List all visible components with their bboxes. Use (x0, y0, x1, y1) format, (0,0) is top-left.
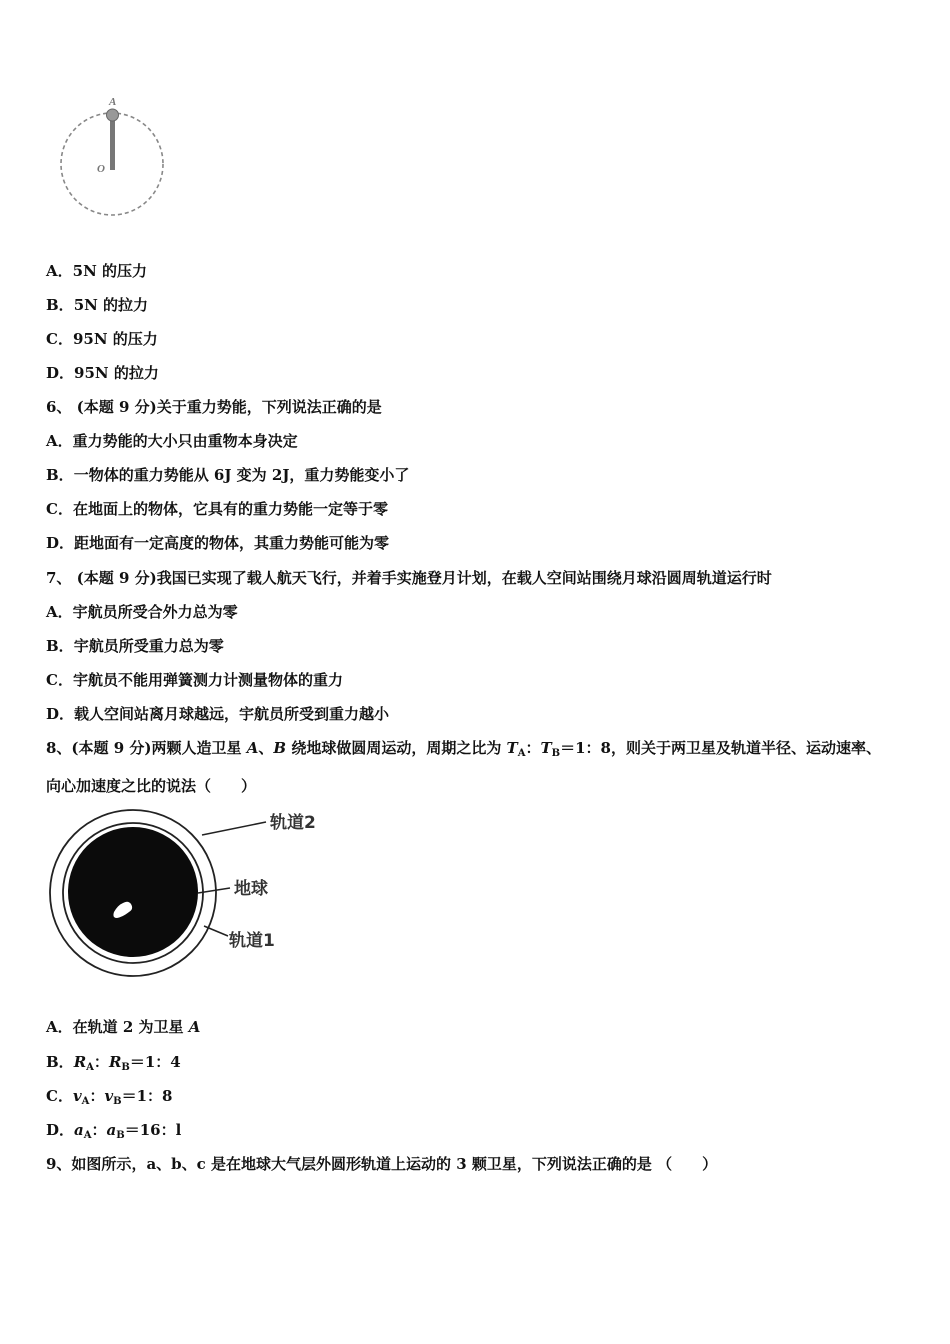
ratio: ＝1：8 (121, 1087, 173, 1105)
stem-text: 绕地球做圆周运动，周期之比为 (286, 739, 507, 757)
q5-option-b (46, 295, 148, 315)
option-text: 5N 的压力 (72, 262, 148, 280)
q9-stem: 9、如图所示，a、b、c 是在地球大气层外圆形轨道上运动的 3 颗卫星，下列说法正确的是 （ ） (46, 1155, 718, 1173)
radius-a: R (73, 1053, 87, 1071)
q6-option-b (46, 465, 409, 485)
sub-b: B (113, 1096, 122, 1107)
earth-orbit-figure (48, 808, 318, 980)
option-letter: B． (46, 637, 74, 655)
option-text: 一物体的重力势能从 6J 变为 2J，重力势能变小了 (73, 466, 410, 484)
var-a: A (188, 1018, 201, 1036)
q6-option-d (46, 533, 389, 553)
option-letter: B． (46, 466, 74, 484)
option-letter: C． (46, 500, 73, 518)
option-text: 宇航员不能用弹簧测力计测量物体的重力 (72, 671, 343, 689)
orbit-2-label: 轨道2 (270, 813, 316, 833)
option-letter: A． (46, 432, 73, 450)
ball-a (107, 109, 119, 121)
speed-a: v (72, 1087, 82, 1105)
q7-option-c (46, 670, 343, 690)
sub-b: B (121, 1062, 130, 1073)
sub-b: B (116, 1130, 125, 1141)
q8-option-a (46, 1017, 200, 1037)
option-text: 95N 的拉力 (74, 364, 159, 382)
radius-b: R (108, 1053, 122, 1071)
sub-a: A (517, 748, 526, 759)
q5-option-d (46, 363, 159, 383)
option-text: 在地面上的物体，它具有的重力势能一定等于零 (72, 500, 388, 518)
option-letter: D． (46, 705, 75, 723)
option-text: 95N 的压力 (72, 330, 158, 348)
option-letter: A． (46, 262, 73, 280)
q8-option-c (46, 1086, 173, 1112)
q8-stem-line1 (46, 738, 881, 764)
q5-option-a (46, 261, 147, 281)
option-text: 宇航员所受合外力总为零 (72, 603, 238, 621)
period-b: T (540, 739, 552, 757)
option-text: 宇航员所受重力总为零 (73, 637, 224, 655)
accel-b: a (106, 1121, 117, 1139)
var-b: B (273, 739, 287, 757)
accel-a: a (74, 1121, 84, 1139)
option-text: 载人空间站离月球越远，宇航员所受到重力越小 (74, 705, 390, 723)
option-letter: D． (46, 1121, 75, 1139)
earth-disc (68, 827, 198, 957)
rod (110, 117, 115, 170)
option-letter: C． (46, 1087, 73, 1105)
colon: ： (525, 739, 541, 757)
option-text: 重力势能的大小只由重物本身决定 (72, 432, 298, 450)
orbit-2-pointer (202, 822, 266, 835)
option-letter: D． (46, 364, 75, 382)
option-letter: A． (46, 603, 73, 621)
q7-option-b (46, 636, 224, 656)
q7-option-a (46, 602, 238, 622)
label-a: A (109, 96, 117, 108)
colon: ： (91, 1121, 107, 1139)
option-letter: B． (46, 1053, 74, 1071)
option-letter: C． (46, 330, 73, 348)
sub-a: A (83, 1130, 92, 1141)
sub-a: A (81, 1096, 90, 1107)
label-o: O (97, 163, 105, 175)
sub-a: A (86, 1062, 94, 1073)
orbit-1-label: 轨道1 (229, 931, 275, 951)
ratio: ＝16：l (124, 1121, 182, 1139)
speed-b: v (104, 1087, 114, 1105)
option-letter: C． (46, 671, 73, 689)
option-text: 距地面有一定高度的物体，其重力势能可能为零 (74, 534, 390, 552)
earth-label: 地球 (234, 879, 268, 899)
separator: 、 (258, 739, 274, 757)
q8-option-b (46, 1052, 181, 1078)
q8-stem-line2: 向心加速度之比的说法（ ） (46, 777, 257, 795)
rod-circle-figure (56, 95, 168, 221)
q6-option-c (46, 499, 388, 519)
option-text: 在轨道 2 为卫星 (72, 1018, 189, 1036)
sub-b: B (551, 748, 561, 759)
ratio: ＝1：4 (129, 1053, 181, 1071)
option-text: 5N 的拉力 (73, 296, 149, 314)
period-a: T (506, 739, 518, 757)
option-letter: A． (46, 1018, 73, 1036)
colon: ： (89, 1087, 105, 1105)
stem-text: ＝1：8，则关于两卫星及轨道半径、运动速率、 (560, 739, 882, 757)
option-letter: D． (46, 534, 75, 552)
option-letter: B． (46, 296, 74, 314)
stem-text: 8、(本题 9 分)两颗人造卫星 (46, 739, 247, 757)
q6-stem: 6、 (本题 9 分)关于重力势能，下列说法正确的是 (46, 398, 382, 416)
colon: ： (93, 1053, 109, 1071)
q7-option-d (46, 704, 389, 724)
q7-stem: 7、 (本题 9 分)我国已实现了载人航天飞行，并着手实施登月计划，在载人空间站围绕月球沿圆周轨道运行时 (46, 569, 772, 587)
q6-option-a (46, 431, 298, 451)
q8-option-d (46, 1120, 181, 1146)
q5-option-c (46, 329, 158, 349)
var-a: A (246, 739, 259, 757)
